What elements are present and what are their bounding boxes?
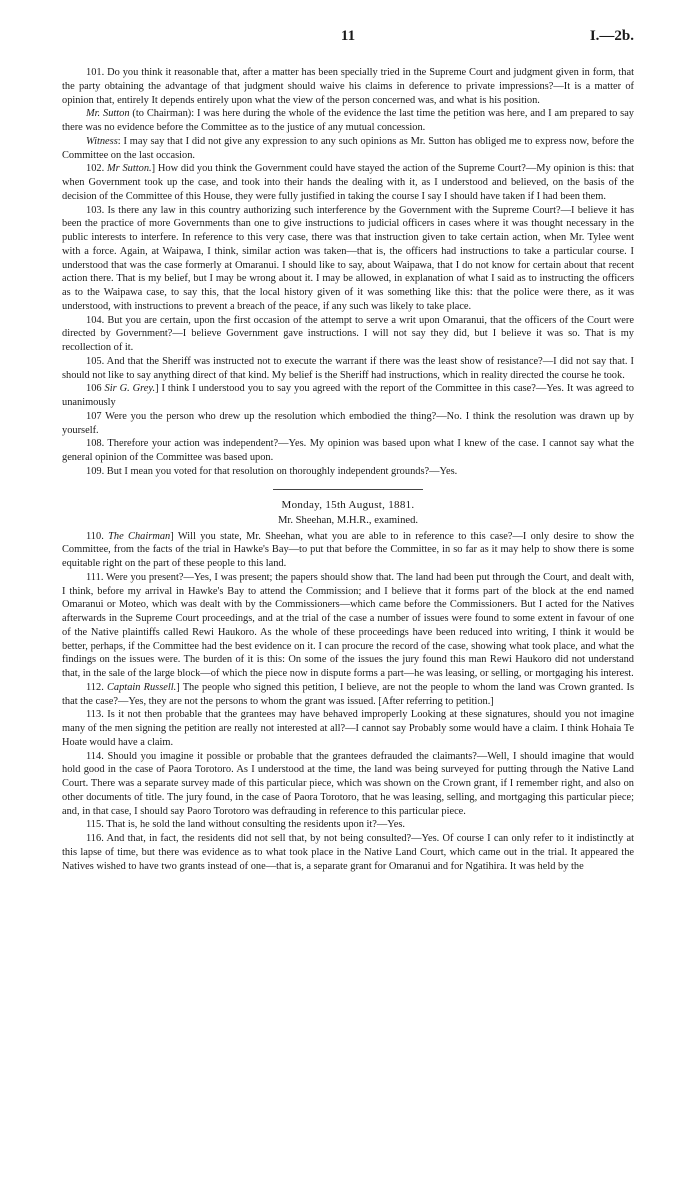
paragraph-text: ] Will you state, Mr. Sheehan, what you are able to in reference to this case?—I only desire to show the Committee, from the facts of the trial in Hawke's Bay—to put that before the Committee, in so far as it may help to show there is some equitable right on the part of these people to this land.	[62, 530, 634, 569]
paragraph-text: ] I think I understood you to say you agreed with the report of the Committee in this case?—Yes. It was agreed to unanimously	[62, 383, 634, 408]
evidence-paragraph	[62, 410, 634, 438]
evidence-paragraph	[62, 107, 634, 135]
paragraph-text: 103. Is there any law in this country authorizing such interference by the Government with the Supreme Court?—I believe it has been the practice of more Governments than one to give instructions to judicial officers in cases where it was thought necessary in the public interests to interfere. In reference to this very case, there was that instruction given to take certain action, when Mr. Tylee went with a force. Again, at Waipawa, I think, similar action was taken—that is, the officers had instructions to take a particular course. I understood that was the case formerly at Omaranui. I should like to say, about Waipawa, that I do not know for certain about that recent action there. That is my belief, but I may be wrong about it. I may be allowed, in explanation of what I said as to instructing the officers as to the Waipawa case, to say this, that the local history given of it was something like this: that the police were there, as it was understood, with instructions to prevent a breach of the peace, if any such was likely to take place.	[62, 204, 634, 312]
evidence-paragraph	[62, 465, 634, 479]
evidence-paragraph	[62, 571, 634, 681]
page-header	[62, 28, 634, 54]
evidence-paragraph	[62, 818, 634, 832]
paragraph-text: 110.	[86, 530, 109, 542]
section-divider	[273, 489, 423, 490]
paragraph-text: 102.	[86, 163, 107, 175]
speaker-name: Mr. Sutton	[86, 108, 130, 120]
sitting-date: Monday, 15th August, 1881.	[281, 498, 415, 511]
paragraph-text: 114. Should you imagine it possible or probable that the grantees defrauded the claimants?—Well, I should imagine that would hold good in the case of Paora Torotoro. As I understood at the time, the land was being surveyed for putting through the Native Land Court. There was a separate survey made of this particular piece, which was shown on the Crown grant, if I remember right, and also on other documents of title. The jury found, in the case of Paora Torotoro, that he was leasing, selling, and mortgaging this particular piece; and, in that case, I should say Paoro Torotoro was defrauding in reference to this particular piece.	[62, 750, 634, 817]
paragraph-text: 104. But you are certain, upon the first occasion of the attempt to serve a writ upon Omaranui, that the officers of the Court were directed by Government?—I believe Government gave instructions. I will not say they did, but I believe it was so. That is my recollection of it.	[62, 314, 634, 353]
paragraph-text: 107 Were you the person who drew up the resolution which embodied the thing?—No. I think the resolution was drawn up by yourself.	[62, 410, 634, 436]
speaker-name: Captain Russell.	[106, 681, 177, 693]
paragraph-text: 113. Is it not then probable that the grantees may have behaved improperly Looking at these signatures, should you not imagine many of the men signing the petition are really not interested at all?—I cannot say Probably some would have a claim. I think Hohaia Te Hoate would have a claim.	[62, 709, 634, 748]
evidence-paragraph	[62, 437, 634, 465]
paragraph-text: 109. But I mean you voted for that resolution on thoroughly independent grounds?—Yes.	[86, 465, 458, 477]
paragraph-text: 111. Were you present?—Yes, I was present; the papers should show that. The land had been put through the Court, and dealt with, I think, before my arrival in Hawke's Bay to attend the Commission; and I believe that it forms part of the block at the end named Omaranui or Moteo, which was dealt with by the Commissioners—which came before the Commissioners. But I acted for the Natives afterwards in the Supreme Court proceedings, and at the trial of the case a number of issues were found to some extent in favour of one of the Native plaintiffs called Rewi Haukoro. As the whole of these proceedings have been reduced into writing, I think it would be better, perhaps, if the Committee had the best evidence on it. I can procure the record of the case, showing what took place, and what the findings on the issues were. The burden of it is this: On some of the issues the jury found this man Rewi Haukoro did not understand that, in the sale of the large block—of which the piece now in dispute forms a part—he was leasing, or selling, or mortgaging his interest.	[62, 571, 634, 679]
evidence-paragraph	[62, 355, 634, 383]
paragraph-text: 101. Do you think it reasonable that, after a matter has been specially tried in the Supreme Court and judgment given in form, that the party obtaining the advantage of that judgment should waive his claims in deference to private impressions?—It is a matter of opinion that, entirely It depends entirely upon what the view of the person concerned was, and what is his position.	[62, 67, 634, 106]
evidence-paragraph	[62, 204, 634, 314]
paragraph-text: (to Chairman): I was here during the whole of the evidence the last time the petition was here, and I am prepared to say there was no evidence before the Committee as to the justice of any mutual concession.	[62, 108, 635, 133]
paragraph-text: ] How did you think the Government could have stayed the action of the Supreme Court?—My opinion is this: that when Government took up the case, and took into their hands the dealing with it, as I understood and believed, on the basis of the decision of the Committee of this House, they were fully justified in taking the course I say I should have taken if I had been them.	[62, 163, 634, 202]
paragraph-text: 106	[86, 383, 105, 395]
evidence-paragraph	[62, 135, 634, 163]
document-page	[62, 28, 634, 873]
evidence-paragraph	[62, 681, 634, 709]
speaker-name: Sir G. Grey.	[104, 383, 156, 395]
paragraph-text: 115. That is, he sold the land without consulting the residents upon it?—Yes.	[86, 819, 406, 831]
witness-heading: Mr. Sheehan, M.H.R., examined.	[277, 514, 419, 526]
paragraph-text: : I may say that I did not give any expression to any such opinions as Mr. Sutton has obliged me to express now, before the Committee on the last occasion.	[62, 135, 634, 161]
evidence-paragraph	[62, 314, 634, 355]
speaker-name: The Chairman	[108, 530, 171, 542]
evidence-paragraph	[62, 708, 634, 749]
document-reference: I.—2b.	[589, 28, 634, 44]
paragraph-text: 116. And that, in fact, the residents did not sell that, by not being consulted?—Yes. Of course I can only refer to it indistinctly at this lapse of time, but there was evidence as to what took place in the Native Land Court, which came out in the trial. It appeared the Natives wished to have two grants instead of one—that is, a separate grant for Omaranui and for Ngatihira. It was held by the	[62, 833, 634, 872]
paragraph-text: 112.	[86, 681, 107, 693]
page-number: 11	[340, 28, 356, 44]
evidence-paragraph	[62, 750, 634, 819]
evidence-paragraph	[62, 530, 634, 571]
evidence-paragraph	[62, 162, 634, 203]
evidence-before-section	[62, 66, 634, 479]
evidence-paragraph	[62, 832, 634, 873]
evidence-paragraph	[62, 66, 634, 107]
evidence-after-section	[62, 530, 634, 874]
paragraph-text: 108. Therefore your action was independent?—Yes. My opinion was based upon what I knew of the case. I cannot say what the general opinion of the Committee was based upon.	[62, 438, 634, 463]
speaker-name: Mr Sutton.	[106, 163, 152, 175]
speaker-name: Witness	[86, 135, 118, 147]
evidence-body	[62, 66, 634, 873]
evidence-paragraph	[62, 382, 634, 410]
paragraph-text: 105. And that the Sheriff was instructed not to execute the warrant if there was the least show of resistance?—I did not say that. I should not like to say anything direct of that kind. My belief is the Sheriff had instructions, which in reality directed the course he took.	[62, 355, 634, 381]
paragraph-text: ] The people who signed this petition, I believe, are not the people to whom the land was Crown granted. Is that the case?—Yes, they are not the persons to whom the grant was issued. [After referring to petition.]	[62, 681, 634, 707]
